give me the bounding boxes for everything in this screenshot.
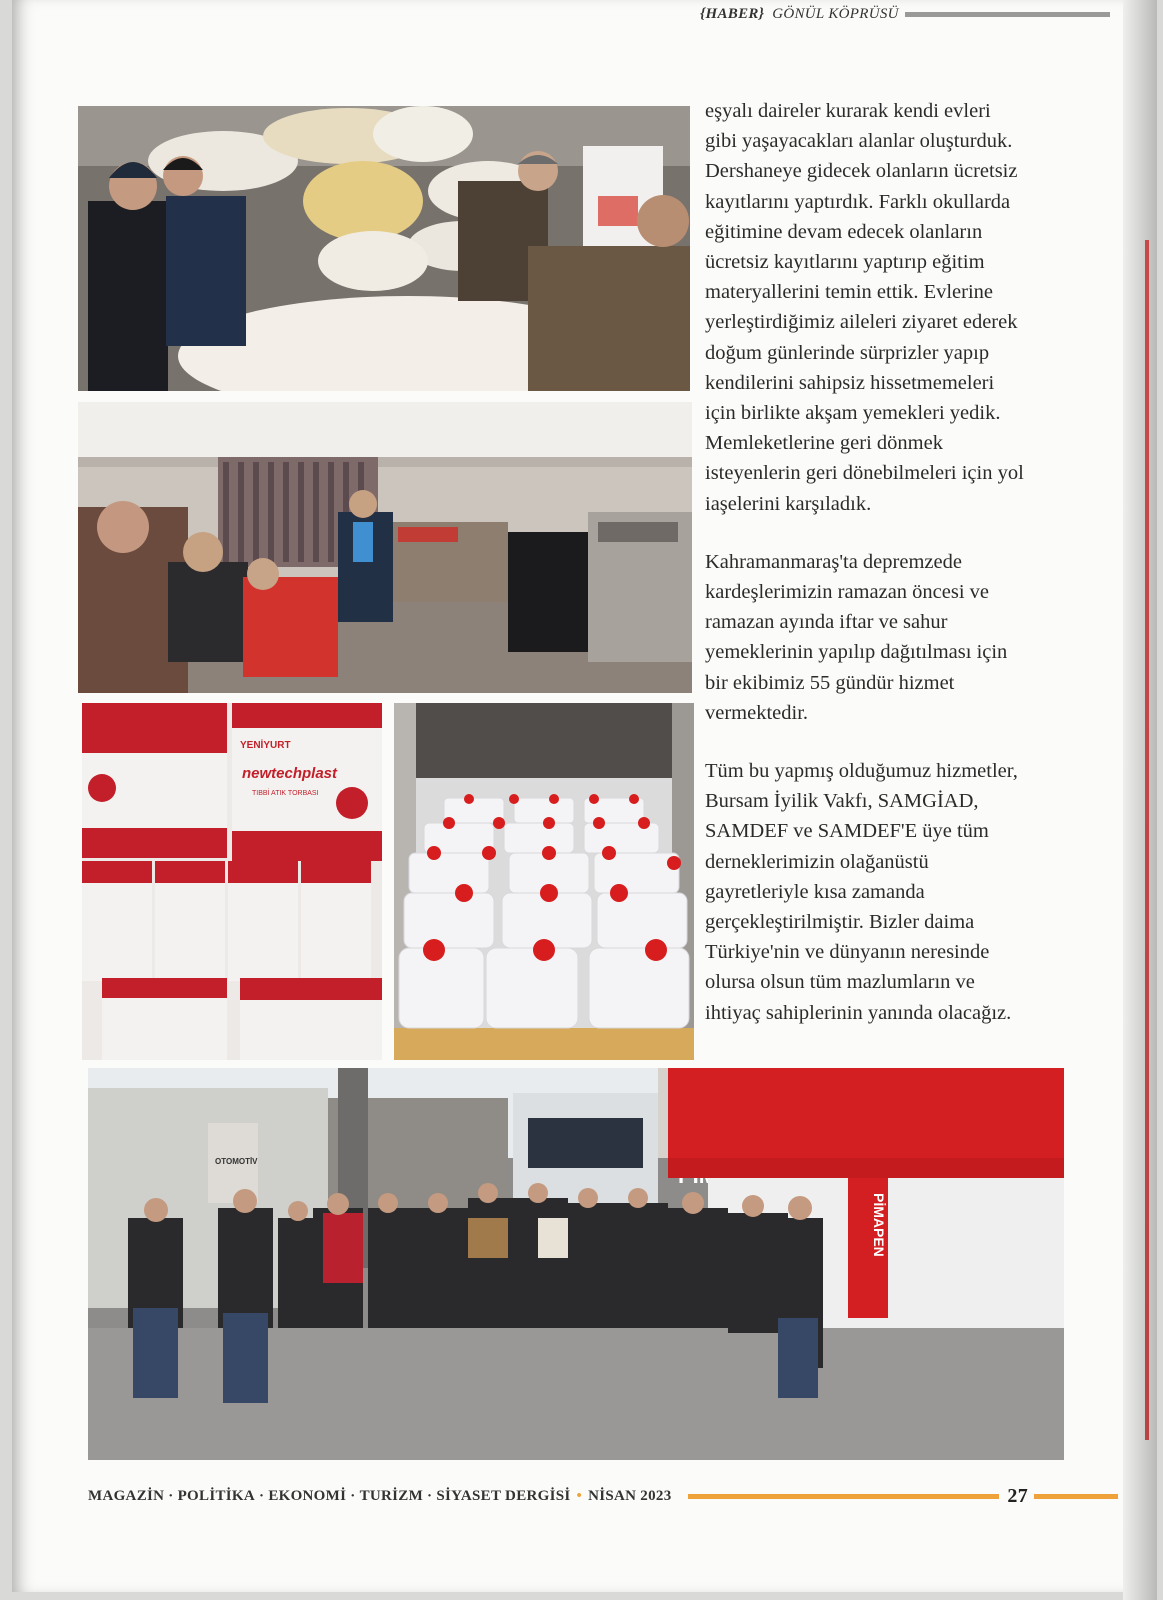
photo-aid-bundles <box>78 106 690 391</box>
page-spine <box>1123 0 1157 1600</box>
box-product-label: newtechplast <box>242 765 338 782</box>
photo-warehouse-art <box>78 402 692 693</box>
footer-separator: · <box>427 1487 433 1504</box>
garage-sign: OTOMOTİV <box>215 1157 258 1166</box>
article-paragraph-1: eşyalı daireler kurarak kendi evleri gibi yaşayacakları alanlar oluşturduk. Dershaneye gidecek olanların ücretsiz kayıtlarını yaptırdık. Farklı okullarda eğitimine devam edecek olanların ücretsiz kayıtlarını yaptırıp eğitim materyallerini temin ettik. Evlerine yerleştirdiğimiz aileleri ziyaret ederek doğum günlerinde sürprizler yapıp kendilerini sahipsiz hissetmemeleri için birlikte akşam yemekleri yedik. Memleketlerine geri dönmek isteyenlerin geri dönebilmeleri için yol iaşelerini karşıladık. <box>705 100 1024 515</box>
photo-warehouse <box>78 402 692 693</box>
footer-rule <box>688 1494 1000 1499</box>
footer-category-3: EKONOMİ <box>268 1487 347 1504</box>
photo-group-art <box>88 1068 1064 1460</box>
section-title: GÖNÜL KÖPRÜSÜ <box>772 5 899 22</box>
footer-category-2: POLİTİKA <box>177 1487 255 1504</box>
footer-category-5: SİYASET DERGİSİ <box>436 1487 571 1504</box>
article-paragraph-2: Kahramanmaraş'ta depremzede kardeşlerimizin ramazan öncesi ve ramazan ayında iftar ve sahur yemeklerinin yapılıp dağıtılması için bir ekibimiz 55 gündür hizmet vermektedir. <box>705 550 1008 724</box>
footer-issue: NİSAN 2023 <box>588 1487 672 1504</box>
footer-category-1: MAGAZİN <box>88 1487 165 1504</box>
photo-group-truck <box>88 1068 1064 1460</box>
photo-aid-bundles-art <box>78 106 690 391</box>
photo-waste-bag-boxes <box>82 703 382 1060</box>
photo-boxes-art <box>82 703 382 1060</box>
box-type-label: TIBBİ ATIK TORBASI <box>252 790 319 797</box>
spine-accent <box>1145 240 1149 1440</box>
article-body <box>705 96 1025 1028</box>
pimapen-vertical-sign: PİMAPEN <box>871 1193 887 1257</box>
photo-jerrycans <box>394 703 694 1060</box>
footer-separator: · <box>259 1487 265 1504</box>
photo-jerrycans-art <box>394 703 694 1060</box>
page-header <box>700 4 1110 24</box>
section-tag: {HABER} <box>700 5 765 22</box>
page-footer <box>88 1482 1118 1510</box>
page-number: 27 <box>1007 1484 1028 1507</box>
header-rule <box>905 12 1110 17</box>
article-paragraph-3: Tüm bu yapmış olduğumuz hizmetler, Bursam İyilik Vakfı, SAMGİAD, SAMDEF ve SAMDEF'E üye tüm derneklerimizin olağanüstü gayretleriyle kısa zamanda gerçekleştirilmiştir. Bizler daima Türkiye'nin ve dünyanın neresinde olursa olsun tüm mazlumların ve ihtiyaç sahiplerinin yanında olacağız. <box>705 760 1018 1024</box>
footer-category-4: TURİZM <box>359 1487 424 1504</box>
footer-rule-tail <box>1034 1494 1118 1499</box>
footer-separator: · <box>350 1487 356 1504</box>
footer-bullet: • <box>576 1487 583 1504</box>
box-brand-label: YENİYURT <box>240 740 291 751</box>
footer-separator: · <box>168 1487 174 1504</box>
